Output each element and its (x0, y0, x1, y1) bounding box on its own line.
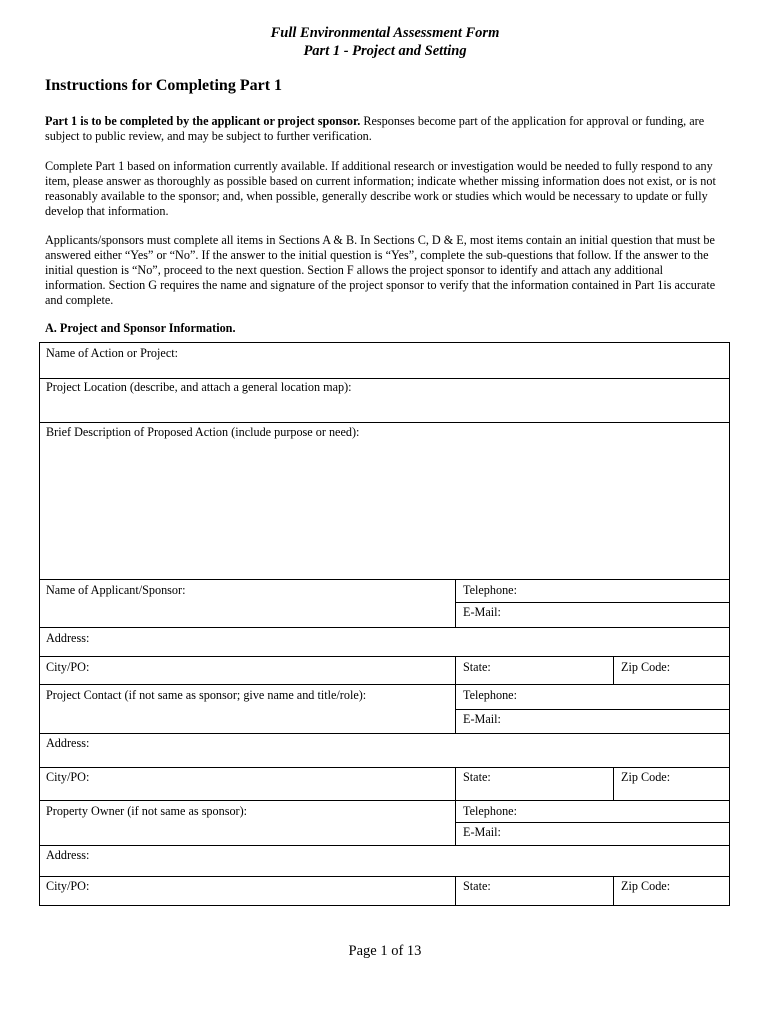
form-title: Full Environmental Assessment Form (270, 25, 500, 41)
owner-state-field[interactable]: State: (463, 879, 491, 893)
owner-email-field[interactable]: E-Mail: (463, 825, 501, 839)
column-divider (455, 579, 456, 627)
row-divider (40, 800, 729, 801)
page-number: Page 1 of 13 (348, 943, 422, 959)
column-divider (455, 800, 456, 845)
contact-address-field[interactable]: Address: (46, 736, 90, 750)
row-divider (40, 656, 729, 657)
applicant-telephone-field[interactable]: Telephone: (463, 583, 517, 597)
contact-telephone-field[interactable]: Telephone: (463, 688, 517, 702)
applicant-city-field[interactable]: City/PO: (46, 660, 90, 674)
row-divider (40, 845, 729, 846)
contact-email-field[interactable]: E-Mail: (463, 712, 501, 726)
row-divider (455, 602, 729, 603)
row-divider (40, 422, 729, 423)
column-divider (613, 656, 614, 684)
instructions-heading: Instructions for Completing Part 1 (45, 77, 283, 94)
instructions-paragraph-1 (45, 114, 725, 144)
contact-name-field[interactable]: Project Contact (if not same as sponsor; give name and title/role): (46, 688, 367, 702)
instructions-paragraph-3: Applicants/sponsors must complete all items in Sections A & B. In Sections C, D & E, most items contain an initial question that must be answered either “Yes” or “No”. If the answer to the initial question is “Yes”, complete the sub-questions that follow. If the answer to the initial question is “No”, proceed to the next question. Section F allows the project sponsor to identify and attach any additional information. Section G requires the name and signature of the project sponsor to verify that the information contained in Part 1is accurate and complete. (45, 233, 716, 307)
column-divider (613, 876, 614, 905)
applicant-email-field[interactable]: E-Mail: (463, 605, 501, 619)
row-divider (40, 767, 729, 768)
row-divider (40, 378, 729, 379)
applicant-name-field[interactable]: Name of Applicant/Sponsor: (46, 583, 186, 597)
instructions-paragraph-2: Complete Part 1 based on information currently available. If additional research or investigation would be needed to fully respond to any item, please answer as thoroughly as possible based on current information; indicate whether missing information does not exist, or is not reasonably available to the sponsor; and, when possible, generally describe work or studies which would be necessary to update or fully develop that information. (45, 159, 716, 218)
column-divider (613, 767, 614, 800)
row-divider (40, 876, 729, 877)
column-divider (455, 767, 456, 800)
row-divider (455, 822, 729, 823)
row-divider (40, 627, 729, 628)
column-divider (455, 656, 456, 733)
row-divider (40, 579, 729, 580)
row-divider (40, 684, 729, 685)
instructions-paragraph-1-rest: Responses become part of the application for approval or funding, are subject to public review, and may be subject to further verification. (45, 114, 705, 143)
contact-city-field[interactable]: City/PO: (46, 770, 90, 784)
contact-state-field[interactable]: State: (463, 770, 491, 784)
instructions-paragraph-1-bold: Part 1 is to be completed by the applicant or project sponsor. (45, 114, 361, 128)
owner-name-field[interactable]: Property Owner (if not same as sponsor): (46, 804, 248, 818)
row-divider (40, 733, 729, 734)
form-subtitle: Part 1 - Project and Setting (303, 43, 467, 59)
applicant-zip-field[interactable]: Zip Code: (621, 660, 671, 674)
name-of-action-field[interactable]: Name of Action or Project: (46, 346, 178, 360)
row-divider (455, 709, 729, 710)
owner-telephone-field[interactable]: Telephone: (463, 804, 517, 818)
applicant-address-field[interactable]: Address: (46, 631, 90, 645)
column-divider (455, 876, 456, 905)
project-location-field[interactable]: Project Location (describe, and attach a general location map): (46, 380, 352, 394)
owner-address-field[interactable]: Address: (46, 848, 90, 862)
brief-description-field[interactable]: Brief Description of Proposed Action (include purpose or need): (46, 425, 360, 439)
owner-city-field[interactable]: City/PO: (46, 879, 90, 893)
owner-zip-field[interactable]: Zip Code: (621, 879, 671, 893)
contact-zip-field[interactable]: Zip Code: (621, 770, 671, 784)
project-sponsor-form-table (39, 342, 730, 906)
section-a-heading: A. Project and Sponsor Information. (45, 321, 236, 335)
applicant-state-field[interactable]: State: (463, 660, 491, 674)
